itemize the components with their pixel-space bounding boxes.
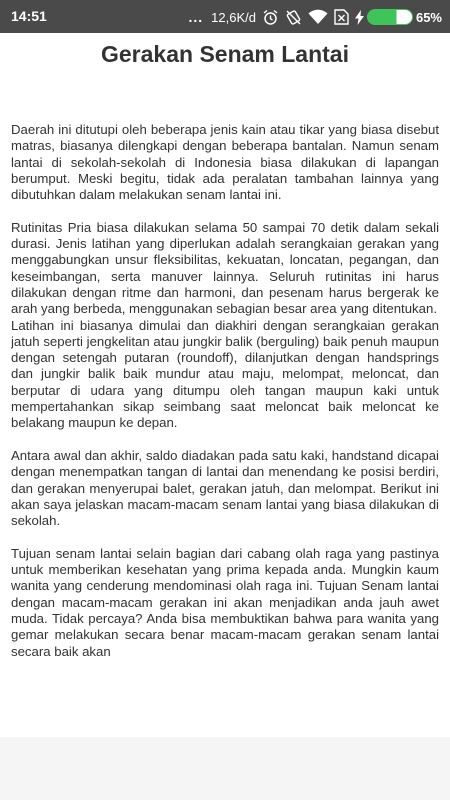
article-paragraph: Antara awal dan akhir, saldo diadakan pada satu kaki, handstand dicapai dengan menempatkan tangan di lantai dan menendang ke posisi berdiri, dan gerakan menyerupai balet, gerakan jatuh, dan melompat. Berikut ini akan saya jelaskan macam-macam senam lantai yang biasa dilakukan di sekolah. [11,447,439,529]
battery-percent: 65% [415,9,442,25]
bottom-blank-area [0,737,450,800]
wifi-icon [308,9,328,25]
page-title: Gerakan Senam Lantai [101,41,349,67]
notification-dots: ... [188,9,204,25]
article-paragraph: Tujuan senam lantai selain bagian dari cabang olah raga yang pastinya untuk memberikan kesehatan yang prima kepada anda. Mungkin kaum wanita yang cenderung mendominasi olah raga ini. Tujuan Senam lantai dengan macam-macam gerakan ini akan menjadikan anda jauh awet muda. Tidak percaya? Anda bisa membuktikan bahwa para wanita yang gemar melakukan secara benar macam-macam gerakan senam lantai secara baik akan [11,545,439,659]
battery-icon [367,9,413,25]
article-paragraph: Latihan ini biasanya dimulai dan diakhiri dengan serangkaian gerakan jatuh seperti jengkelitan atau jungkir balik (berguling) baik penuh maupun dengan setengah putaran (roundoff), dilanjutkan dengan handsprings dan jungkir balik baik mundur atau maju, melompat, meloncat, dan berputar di udara yang ditumpu oleh tangan maupun kaki untuk mempertahankan sikap seimbang saat meloncat baik meloncat ke belakang maupun ke depan. [11,317,439,431]
scroll-fade [0,722,450,738]
rotation-off-icon [285,9,302,26]
article-paragraph: Daerah ini ditutupi oleh beberapa jenis kain atau tikar yang biasa disebut matras, biasanya dilengkapi dengan beberapa bantalan. Namun senam lantai di sekolah-sekolah di Indonesia biasa dilakukan di lapangan berumput. Meski begitu, tidak ada peralatan tambahan lainnya yang dibutuhkan dalam melakukan senam lantai ini. [11,122,439,203]
article-paragraph: Rutinitas Pria biasa dilakukan selama 50 sampai 70 detik dalam sekali durasi. Jenis latihan yang diperlukan adalah serangkaian gerakan yang menggabungkan unsur fleksibilitas, kekuatan, loncatan, pegangan, dan keseimbangan, serta manuver lainnya. Seluruh rutinitas ini harus dilakukan dengan ritme dan harmoni, dan pesenam harus bergerak ke arah yang berbeda, menggunakan sebagian besar area yang ditentukan. [11,219,439,317]
status-time: 14:51 [11,8,47,24]
alarm-icon [262,9,279,26]
charging-icon [355,10,364,25]
article-body[interactable] [11,122,439,736]
sim-x-icon [334,9,349,25]
status-bar [0,0,450,33]
status-icons [188,7,442,27]
battery-indicator [355,9,442,25]
network-speed: 12,6K/d [211,9,256,25]
